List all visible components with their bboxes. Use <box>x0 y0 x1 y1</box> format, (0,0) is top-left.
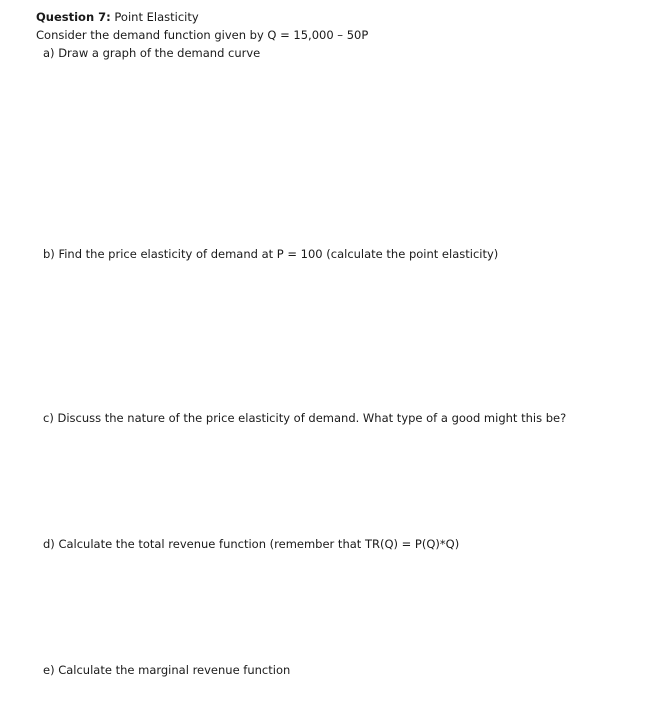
part-b-prompt: b) Find the price elasticity of demand at P = 100 (calculate the point elasticity) <box>43 247 499 261</box>
part-d-prompt: d) Calculate the total revenue function (remember that TR(Q) = P(Q)*Q) <box>43 537 460 551</box>
question-topic: Point Elasticity <box>114 10 199 24</box>
part-e-prompt: e) Calculate the marginal revenue function <box>43 663 291 677</box>
part-a-prompt: a) Draw a graph of the demand curve <box>43 46 261 60</box>
question-number: Question 7: <box>36 10 111 24</box>
part-c-prompt: c) Discuss the nature of the price elasticity of demand. What type of a good might this be? <box>43 411 567 425</box>
question-intro: Consider the demand function given by Q = 15,000 – 50P <box>36 28 369 42</box>
question-title <box>36 10 199 24</box>
